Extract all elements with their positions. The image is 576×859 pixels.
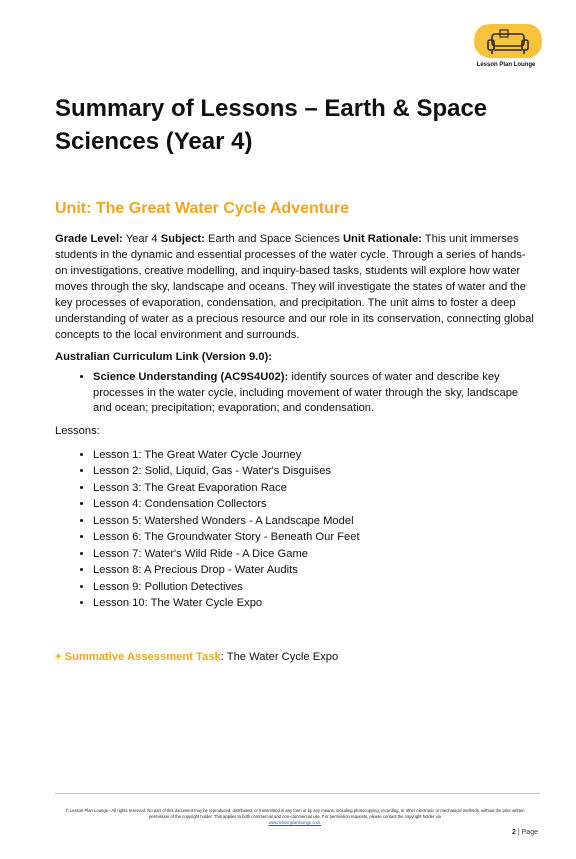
lessons-list xyxy=(55,447,535,612)
page-number xyxy=(512,829,538,836)
curriculum-heading: Australian Curriculum Link (Version 9.0): xyxy=(55,351,272,363)
page-separator: | xyxy=(515,829,522,836)
logo-text: Lesson Plan Lounge xyxy=(476,62,536,68)
list-item: • Lesson 8: A Precious Drop - Water Audits xyxy=(93,562,535,579)
assessment-value: : The Water Cycle Expo xyxy=(220,651,339,663)
subject-value: Earth and Space Sciences xyxy=(207,233,340,245)
subject-label: Subject: xyxy=(160,233,205,245)
list-item: • Lesson 7: Water's Wild Ride - A Dice Game xyxy=(93,546,535,563)
grade-label: Grade Level: xyxy=(55,233,123,245)
list-item: • Lesson 1: The Great Water Cycle Journey xyxy=(93,447,535,464)
assessment-label: + Summative Assessment Task xyxy=(55,651,221,663)
curriculum-list xyxy=(55,370,535,417)
unit-heading: Unit: The Great Water Cycle Adventure xyxy=(55,200,349,217)
copyright-text: © Lesson Plan Lounge - All rights reserved. No part of this document may be reproduced, distributed, or transmitted in any form or by any means, including photocopying, recording, or other electronic or mechanical methods, without the prior written permission of the copyright holder. This applies to both commercial and non-commercial use. For permission requests, please contact the copyright holder via xyxy=(65,808,525,819)
list-item: • Lesson 5: Watershed Wonders - A Landscape Model xyxy=(93,513,535,530)
page-title: Summary of Lessons – Earth & Space Sciences (Year 4) xyxy=(55,95,488,155)
list-item: • Lesson 4: Condensation Collectors xyxy=(93,496,535,513)
unit-body xyxy=(55,231,535,612)
rationale-label: Unit Rationale: xyxy=(342,233,422,245)
list-item: • Lesson 6: The Groundwater Story - Beneath Our Feet xyxy=(93,529,535,546)
list-item: • Lesson 2: Solid, Liquid, Gas - Water's Disguises xyxy=(93,463,535,480)
list-item: • Lesson 3: The Great Evaporation Race xyxy=(93,480,535,497)
intro-paragraph xyxy=(55,231,535,343)
rationale-text: This unit immerses students in the dynamic and essential processes of the water cycle. Through a series of hands-on investigations, creative modelling, and inquiry-based tasks, students will explore how water moves through the sky, landscape and oceans. They will investigate the states of water and the key processes of evaporation, condensation, and precipitation. The unit aims to foster a deep understanding of water as a precious resource and our role in its conservation, connecting global concepts to the local environment and surrounds. xyxy=(55,233,534,341)
page-number-value: 2 xyxy=(512,829,516,836)
summative-assessment xyxy=(55,651,338,663)
lessons-heading: Lessons: xyxy=(55,424,100,437)
footer-divider xyxy=(55,793,540,794)
list-item: • Lesson 10: The Water Cycle Expo xyxy=(93,595,535,612)
curriculum-item-text: identify sources of water and describe key processes in the water cycle, including movement of water through the sky, landscape and ocean; precipitation; evaporation; and condensation. xyxy=(93,371,519,414)
copyright-footer xyxy=(60,808,530,826)
curriculum-item xyxy=(93,370,535,417)
page-label: Page xyxy=(521,829,538,836)
website-link[interactable]: www.lessonplanlounge.com. xyxy=(268,820,322,825)
grade-value: Year 4 xyxy=(125,233,158,245)
curriculum-item-label: Science Understanding (AC9S4U02): xyxy=(93,371,289,383)
list-item: • Lesson 9: Pollution Detectives xyxy=(93,579,535,596)
